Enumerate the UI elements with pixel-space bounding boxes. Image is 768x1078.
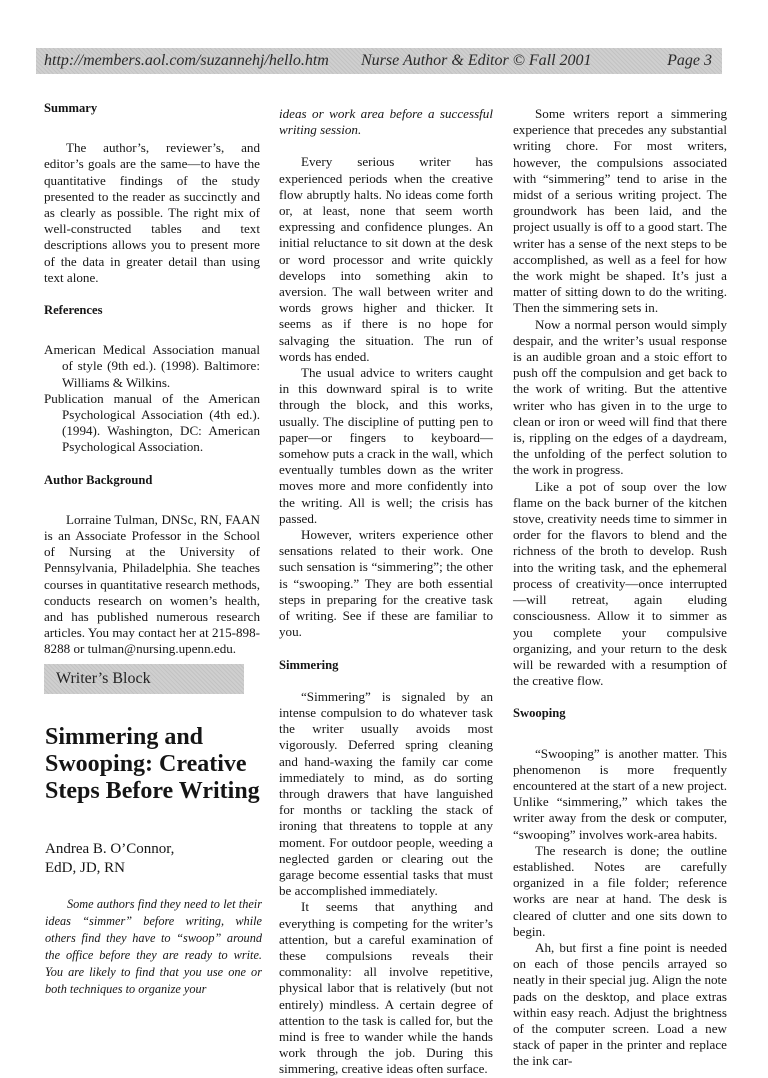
- article-intro: Some authors find they need to let their ideas “simmer” before writing, while others find they have to “swoop” around the office before they are ready to write. You are likely to find that you use one or both techniques to organize your: [45, 897, 262, 997]
- summary-heading: Summary: [44, 101, 98, 115]
- body-paragraph: It seems that anything and everything is competing for the writer’s attention, but a careful examination of these compulsions reveals their commonality: all involve repetitive, physical labor that is relatively (but not entirely) mindless. A certain degree of attention to the task is called for, but the mind is free to wander while the hands work through the job. During this simmering, creative ideas often surface.: [279, 899, 493, 1077]
- body-paragraph: Now a normal person would simply despair, and the writer’s usual response is an audible groan and a stoic effort to push off the compulsion and get back to the work of writing. But the attentive writer who has given in to the urge to clean or iron or weed will find that there is, rippling on the edges of a daydream, the unfolding of the perfect solution to the work in progress.: [513, 316, 727, 478]
- body-paragraph: Like a pot of soup over the low flame on the back burner of the kitchen stove, creativity needs time to simmer in order for the flavors to blend and the richness of the broth to develop. Rush into the writing task, and the ephemeral process of creativity—once interrupted—will retreat, again eluding consciousness. Allow it to simmer as you complete your compulsive organizing, and your return to the desk will be rewarded with a resumption of the creative flow.: [513, 478, 727, 689]
- body-paragraph: The usual advice to writers caught in this downward spiral is to write through the block, and this works, usually. The discipline of putting pen to paper—or fingers to keyboard—somehow puts a crack in the wall, which eventually tumbles down as the writer moves more and more confidently into the writing. All is well; the crisis has passed.: [279, 365, 493, 526]
- references-heading: References: [44, 303, 103, 318]
- section-label: Writer’s Block: [44, 664, 244, 694]
- author-background-heading: Author Background: [44, 472, 153, 487]
- author-background-body: Lorraine Tulman, DNSc, RN, FAAN is an Associate Professor in the School of Nursing at the University of Pennsylvania, Philadelphia. She teaches courses in quantitative research methods, conducts research on women’s health, and has published numerous research articles. You may contact her at 215-898-8288 or tulman@nursing.upenn.edu.: [44, 511, 260, 657]
- author-name: Andrea B. O’Connor,: [45, 841, 175, 857]
- reference-item: American Medical Association manual of style (9th ed.). (1998). Baltimore: Williams & Wilkins.: [44, 342, 260, 390]
- simmering-heading: Simmering: [279, 657, 339, 672]
- byline: [45, 840, 174, 877]
- author-credentials: EdD, JD, RN: [45, 859, 126, 876]
- body-paragraph: Every serious writer has experienced periods when the creative flow abruptly halts. No ideas come forth or, at least, none that seem worth expressing and confidence plunges. An initial reluctance to sit down at the desk or word processor and write quickly develops into something akin to aversion. The wall between writer and words grows higher and thicker. It seems as if there is no hope for salvaging the situation. The run of words has ended.: [279, 154, 493, 364]
- right-column: [513, 106, 727, 1070]
- body-paragraph: The research is done; the outline established. Notes are carefully organized in a file folder; reference works are near at hand. The desk is cleared of clutter and one sits down to begin.: [513, 842, 727, 939]
- body-paragraph: Some writers report a simmering experience that precedes any substantial writing chore. For most writers, however, the compulsions associated with “simmering” tend to arise in the midst of a serious writing project. The groundwork has been laid, and the project usually is off to a good start. The writer has a sense of the next steps to be accomplished, as well as a feel for how the work might be shaped. It’s just a matter of sitting down to do the writing. Then the simmering sets in.: [513, 106, 727, 316]
- middle-column: [279, 106, 493, 1078]
- summary-body: The author’s, reviewer’s, and editor’s goals are the same—to have the quantitative findings of the study presented to the reader as succinctly and as clearly as possible. The right mix of well-constructed tables and text descriptions allows you to present more of the data in greater detail than using text alone.: [44, 140, 260, 285]
- header-page-number: Page 3: [667, 52, 712, 69]
- left-column: [44, 100, 260, 658]
- swooping-heading: Swooping: [513, 706, 566, 721]
- header-url: http://members.aol.com/suzannehj/hello.htm: [44, 52, 329, 69]
- running-header: [36, 48, 722, 74]
- body-paragraph: However, writers experience other sensations related to their work. One such sensation is “simmering”; the other is “swooping.” They are both essential steps in preparing for the creative task of writing. See if these are familiar to you.: [279, 527, 493, 640]
- article-title: Simmering and Swooping: Creative Steps Before Writing: [45, 724, 260, 804]
- body-paragraph: Ah, but first a fine point is needed on each of those pencils arrayed so neatly in their special jug. Align the note pads on the desktop, and place extras within easy reach. Adjust the brightness of the computer screen. Load a new stack of paper in the printer and replace the ink car-: [513, 939, 727, 1069]
- header-masthead: Nurse Author & Editor © Fall 2001: [361, 52, 592, 69]
- reference-item: Publication manual of the American Psychological Association (4th ed.). (1994). Washington, DC: American Psychological Association.: [44, 390, 260, 455]
- body-paragraph: “Simmering” is signaled by an intense compulsion to do whatever task the writer usually avoids most vigorously. Deferred spring cleaning and hand-waxing the family car come immediately to mind, as do sorting through drawers that have languished for months or tackling the stack of ironing that threatens to topple at any moment. For outdoor people, weeding a neglected garden or clearing out the garage become essential tasks that must be accomplished immediately.: [279, 688, 493, 899]
- body-paragraph: “Swooping” is another matter. This phenomenon is more frequently encountered at the start of a new project. Unlike “simmering,” which takes the writer away from the desk or computer, “swooping” involves work-area habits.: [513, 745, 727, 842]
- intro-continued: ideas or work area before a successful writing session.: [279, 106, 493, 138]
